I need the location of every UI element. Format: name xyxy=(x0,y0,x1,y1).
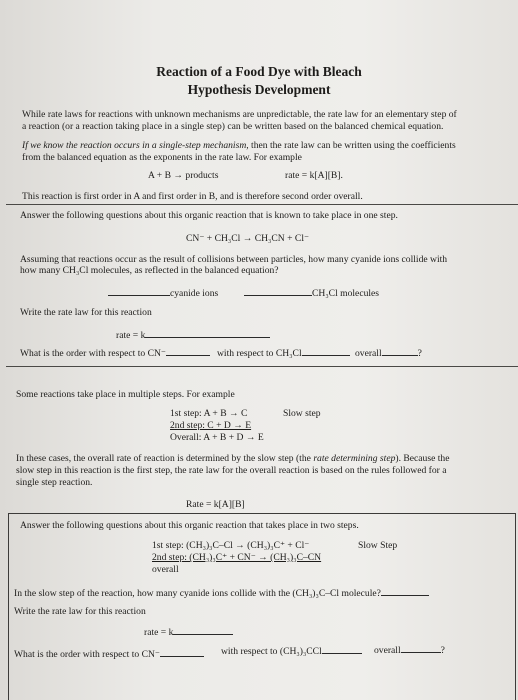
section1-order-row xyxy=(20,346,210,359)
section2-intro: Some reactions take place in multiple steps. For example xyxy=(16,389,235,400)
section1-rate-law-answer xyxy=(116,328,270,341)
section3-order-cn-label: What is the order with respect to CN⁻ xyxy=(14,649,161,660)
section3-q-mark: ? xyxy=(440,645,445,656)
section3-step-1: 1st step: (CH₃)₃C–Cl → (CH₃)₃C⁺ + Cl⁻ xyxy=(152,540,310,551)
intro-line-3-rest: then the rate law can be written using the coefficients xyxy=(248,140,456,151)
divider-1 xyxy=(6,204,518,205)
page-subtitle: Hypothesis Development xyxy=(187,82,331,97)
cyanide-ions-label: cyanide ions xyxy=(170,288,219,299)
intro-line-4: from the balanced equation as the exponents in the rate law. For example xyxy=(22,152,302,163)
section3-step-2: 2nd step: (CH₃)₃C⁺ + CN⁻ → (CH₃)₃C–CN xyxy=(152,552,322,563)
cyanide-ions-answer xyxy=(108,286,218,299)
section3-rate-law-answer xyxy=(144,625,233,638)
section1-rate-prefix: rate = k xyxy=(116,330,146,341)
divider-2 xyxy=(6,366,518,367)
section2-step-2: 2nd step: C + D → E xyxy=(170,420,252,431)
section3-order-cn-blank[interactable] xyxy=(160,647,204,657)
intro-line-1: While rate laws for reactions with unknown mechanisms are unpredictable, the rate law for an elementary step of xyxy=(22,109,457,120)
section3-overall-order xyxy=(374,643,445,656)
intro-line-2: a reaction (or a reaction taking place in a single step) can be written based on the balanced chemical equation. xyxy=(22,121,444,132)
section3-question-1-blank[interactable] xyxy=(381,586,429,596)
ch3cl-blank[interactable] xyxy=(244,286,312,296)
section3-rate-law-blank[interactable] xyxy=(173,625,233,635)
intro-line-3 xyxy=(22,140,456,151)
intro-line-3-italic: If we know the reaction occurs in a single-step mechanism, xyxy=(22,140,249,151)
section1-overall-label: overall xyxy=(355,348,382,359)
section3-overall-blank[interactable] xyxy=(401,643,441,653)
example-equation: A + B → products xyxy=(148,170,219,181)
section1-order-ch3cl xyxy=(217,346,350,359)
section2-para-1-pre: In these cases, the overall rate of reaction is determined by the slow step (the xyxy=(16,453,314,464)
section1-order-ch3cl-label: with respect to CH₃Cl xyxy=(217,348,302,359)
section3-order-tbu-label: with respect to (CH₃)₃CCl xyxy=(221,646,322,657)
section1-rate-law-blank[interactable] xyxy=(145,328,270,338)
section3-overall-label: overall xyxy=(374,645,401,656)
section1-rate-law-prompt: Write the rate law for this reaction xyxy=(20,307,152,318)
section3-overall: overall xyxy=(152,564,179,575)
section1-q-mark: ? xyxy=(417,348,422,359)
section2-para-1-em: rate determining step xyxy=(313,453,396,464)
page-title: Reaction of a Food Dye with Bleach xyxy=(156,64,362,79)
section2-paragraph-line-2: slow step in this reaction is the first step, the rate law for the overall reaction is based on the rules followed for a xyxy=(16,465,447,476)
section2-step-1-note: Slow step xyxy=(283,408,321,419)
section3-heading: Answer the following questions about this organic reaction that takes place in two steps. xyxy=(20,520,359,531)
section2-paragraph-line-1 xyxy=(16,453,449,464)
ch3cl-answer xyxy=(244,286,379,299)
section1-overall xyxy=(355,346,422,359)
section3-rate-law-prompt: Write the rate law for this reaction xyxy=(14,606,146,617)
cyanide-ions-blank[interactable] xyxy=(108,286,170,296)
section2-overall: Overall: A + B + D → E xyxy=(170,432,264,443)
section3-order-tbu xyxy=(221,644,362,657)
order-note: This reaction is first order in A and first order in B, and is therefore second order overall. xyxy=(22,191,363,202)
section1-order-ch3cl-blank[interactable] xyxy=(302,346,350,356)
section2-rate-law: Rate = k[A][B] xyxy=(186,499,245,510)
section1-reaction: CN⁻ + CH₃Cl → CH₃CN + Cl⁻ xyxy=(186,233,310,244)
section3-order-tbu-blank[interactable] xyxy=(322,644,362,654)
section1-question-line-2: how many CH₃Cl molecules, as reflected in the balanced equation? xyxy=(20,265,279,276)
section1-question-line-1: Assuming that reactions occur as the result of collisions between particles, how many cyanide ions collide with xyxy=(20,254,448,265)
section3-step-1-note: Slow Step xyxy=(358,540,398,551)
example-rate-law: rate = k[A][B]. xyxy=(285,170,343,181)
section3-order-row xyxy=(14,647,204,660)
section2-para-1-post: ). Because the xyxy=(395,453,450,464)
section3-rate-prefix: rate = k xyxy=(144,627,174,638)
section1-order-cn-blank[interactable] xyxy=(166,346,210,356)
section3-question-1 xyxy=(14,586,429,599)
section3-question-1-text: In the slow step of the reaction, how many cyanide ions collide with the (CH₃)₃C–Cl molecule? xyxy=(14,588,381,599)
ch3cl-label: CH₃Cl molecules xyxy=(312,288,380,299)
section2-paragraph-line-3: single step reaction. xyxy=(16,477,93,488)
section1-order-cn-label: What is the order with respect to CN⁻ xyxy=(20,348,167,359)
section1-heading: Answer the following questions about this organic reaction that is known to take place in one step. xyxy=(20,210,398,221)
section2-step-1: 1st step: A + B → C xyxy=(170,408,248,419)
section1-overall-blank[interactable] xyxy=(382,346,418,356)
